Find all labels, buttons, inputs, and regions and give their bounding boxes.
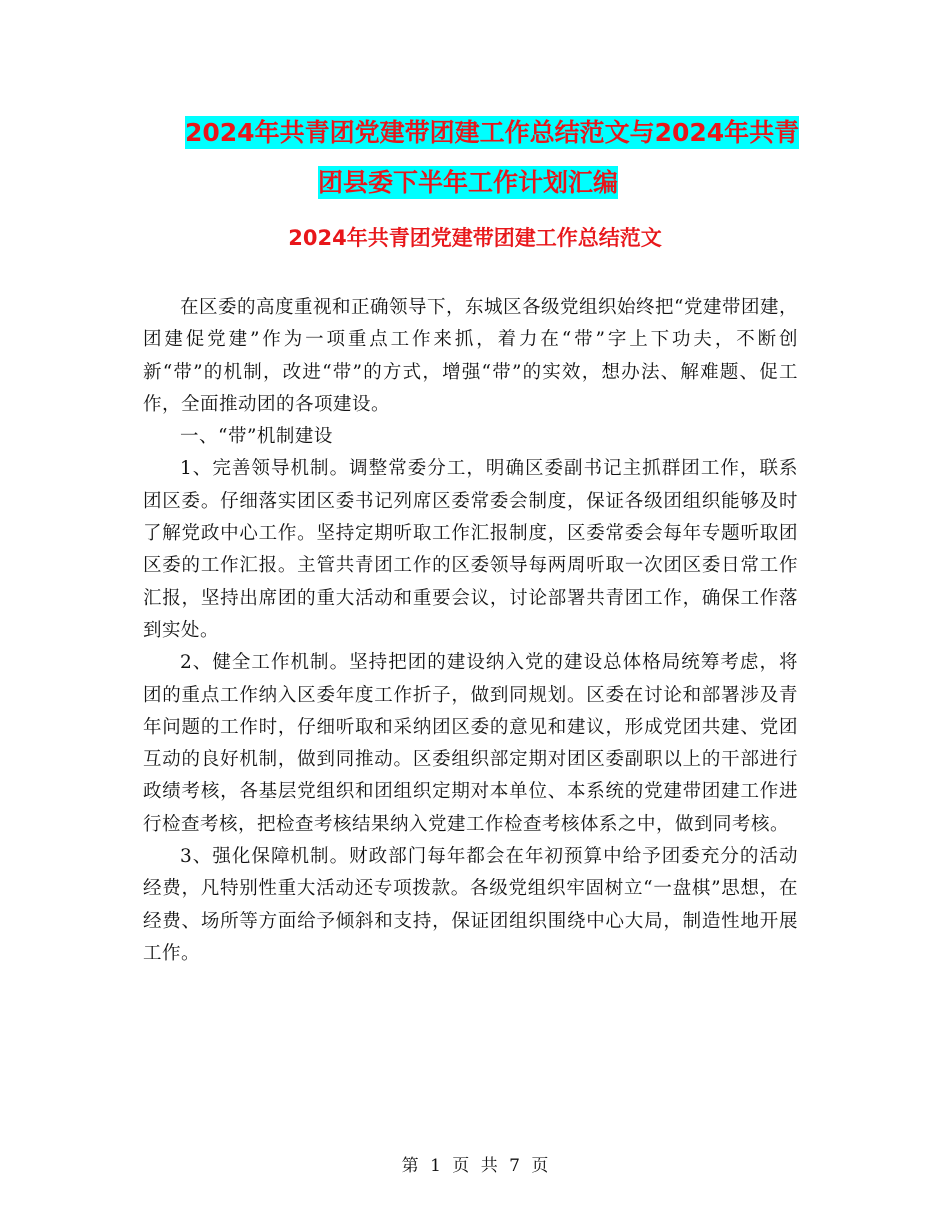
paragraph-work-mechanism: 2、健全工作机制。坚持把团的建设纳入党的建设总体格局统筹考虑，将团的重点工作纳入区委年度工作折子，做到同规划。区委在讨论和部署涉及青年问题的工作时，仔细听取和采纳团区委的意见和建议，形成党团共建、党团互动的良好机制，做到同推动。区委组织部定期对团区委副职以上的干部进行政绩考核，各基层党组织和团组织定期对本单位、本系统的党建带团建工作进行检查考核，把检查考核结果纳入党建工作检查考核体系之中，做到同考核。 bbox=[143, 652, 798, 835]
paragraph-heading-mechanism: 一、“带”机制建设 bbox=[180, 426, 333, 448]
title-highlight-1: 2024年共青团党建带团建工作总结范文与2024年共青 bbox=[185, 118, 800, 147]
section-title: 2024年共青团党建带团建工作总结范文 bbox=[288, 226, 662, 250]
paragraph-leadership-mechanism: 1、完善领导机制。调整常委分工，明确区委副书记主抓群团工作，联系团区委。仔细落实团区委书记列席区委常委会制度，保证各级团组织能够及时了解党政中心工作。坚持定期听取工作汇报制度，区委常委会每年专题听取团区委的工作汇报。主管共青团工作的区委领导每两周听取一次团区委日常工作汇报，坚持出席团的重大活动和重要会议，讨论部署共青团工作，确保工作落到实处。 bbox=[143, 458, 798, 641]
document-title-line-2 bbox=[185, 158, 825, 208]
document-title bbox=[185, 108, 825, 208]
paragraph-intro: 在区委的高度重视和正确领导下，东城区各级党组织始终把“党建带团建，团建促党建”作为一项重点工作来抓，着力在“带”字上下功夫，不断创新“带”的机制，改进“带”的方式，增强“带”的实效，想办法、解难题、促工作，全面推动团的各项建设。 bbox=[143, 297, 798, 415]
document-title-line-1 bbox=[185, 108, 825, 158]
page-number-footer: 第 1 页 共 7 页 bbox=[401, 1156, 549, 1176]
paragraph-guarantee-mechanism: 3、强化保障机制。财政部门每年都会在年初预算中给予团委充分的活动经费，凡特别性重大活动还专项拨款。各级党组织牢固树立“一盘棋”思想，在经费、场所等方面给予倾斜和支持，保证团组织围绕中心大局，制造性地开展工作。 bbox=[143, 846, 798, 964]
document-body bbox=[143, 292, 798, 970]
title-highlight-2: 团县委下半年工作计划汇编 bbox=[318, 168, 619, 197]
